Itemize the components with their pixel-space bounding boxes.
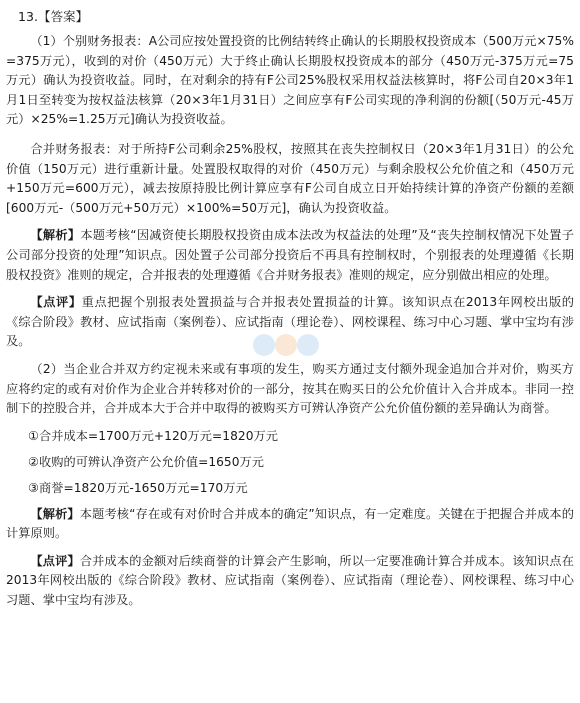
comment-paragraph-2 [6,552,574,611]
calc-goodwill: ③商誉=1820万元-1650万元=170万元 [28,480,248,495]
answer-heading: 13.【答案】 [18,9,89,24]
individual-statement-paragraph: （1）个别财务报表：A公司应按处置投资的比例结转终止确认的长期股权投资成本（500万元×75%=375万元），收到的对价（450万元）大于终止确认长期股权投资成本的部分（450万元-375万元=75万元）确认为投资收益。同时，在对剩余的持有F公司25%股权采用权益法核算时，将F公司自20×3年1月1日至转变为按权益法核算（20×3年1月31日）之间应享有F公司实现的净利润的份额[（50万元-45万元）×25%=1.25万元]确认为投资收益。 [6,34,574,127]
comment-text: 重点把握个别报表处置损益与合并报表处置损益的计算。该知识点在2013年网校出版的《综合阶段》教材、应试指南（案例卷）、应试指南（理论卷）、网校课程、练习中心习题、掌中宝均有涉及。 [6,295,575,349]
analysis-paragraph-1 [6,226,574,285]
analysis-paragraph-2 [6,505,574,544]
analysis-text: 本题考核“存在或有对价时合并成本的确定”知识点，有一定难度。关键在于把握合并成本的计算原则。 [6,506,574,541]
analysis-tag: 【解析】 [30,506,80,521]
analysis-text: 本题考核“因减资使长期股权投资由成本法改为权益法的处理”及“丧失控制权情况下处置子公司部分投资的处理”知识点。因处置子公司部分投资后不再具有控制权时，个别报表的处理遵循《长期股权投资》准则的规定，合并报表的处理遵循《合并财务报表》准则的规定，应分别做出相应的处理。 [6,228,575,282]
comment-text: 合并成本的金额对后续商誉的计算会产生影响，所以一定要准确计算合并成本。该知识点在2013年网校出版的《综合阶段》教材、应试指南（案例卷）、应试指南（理论卷）、网校课程、练习中心习题、掌中宝均有涉及。 [6,553,575,608]
analysis-tag: 【解析】 [30,228,81,243]
comment-tag: 【点评】 [30,295,82,310]
calc-combination-cost: ①合并成本=1700万元+120万元=1820万元 [28,428,278,443]
calc-net-assets-fair-value: ②收购的可辨认净资产公允价值=1650万元 [28,454,265,469]
comment-tag: 【点评】 [30,553,80,568]
comment-paragraph-1 [6,293,574,352]
contingent-consideration-paragraph: （2）当企业合并双方约定视未来或有事项的发生，购买方通过支付额外现金追加合并对价，购买方应将约定的或有对价作为企业合并转移对价的一部分，按其在购买日的公允价值计入合并成本。非同一控制下的控股合并，合并成本大于合并中取得的被购买方可辨认净资产公允价值份额的差异确认为商誉。 [6,361,574,416]
consolidated-statement-paragraph: 合并财务报表：对于所持F公司剩余25%股权，按照其在丧失控制权日（20×3年1月31日）的公允价值（150万元）进行重新计量。处置股权取得的对价（450万元）与剩余股权公允价值之和（450万元+150万元=600万元），减去按原持股比例计算应享有F公司自成立日开始持续计算的净资产份额的差额[600万元-（500万元+50万元）×100%=50万元]，确认为投资收益。 [6,141,574,215]
